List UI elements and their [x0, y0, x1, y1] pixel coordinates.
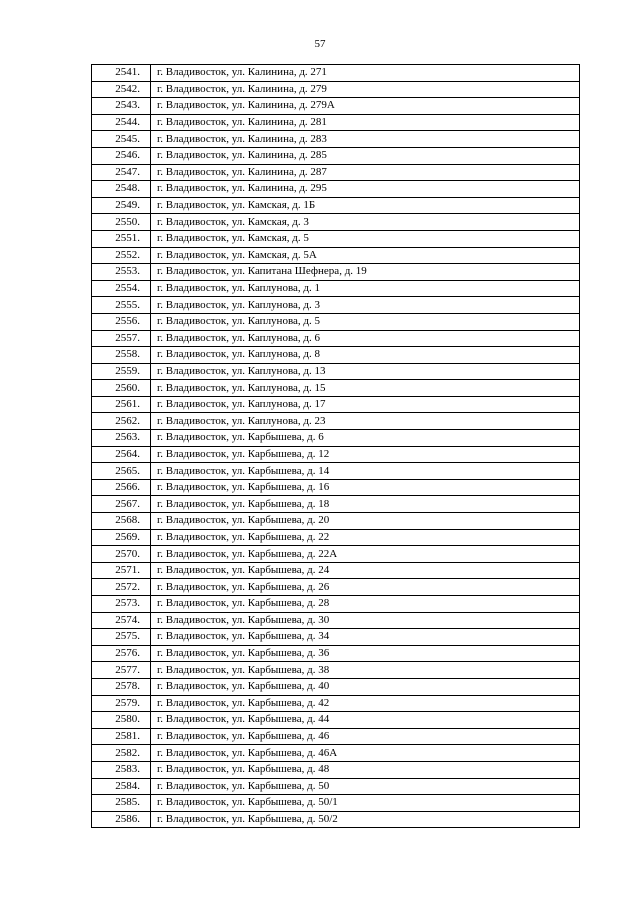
- table-row: [92, 214, 580, 231]
- row-address: г. Владивосток, ул. Калинина, д. 283: [151, 131, 580, 148]
- table-row: [92, 728, 580, 745]
- row-address: г. Владивосток, ул. Карбышева, д. 14: [151, 463, 580, 480]
- row-address: г. Владивосток, ул. Каплунова, д. 8: [151, 347, 580, 364]
- table-row: [92, 529, 580, 546]
- row-number: 2565.: [92, 463, 151, 480]
- table-row: [92, 629, 580, 646]
- row-address: г. Владивосток, ул. Калинина, д. 279А: [151, 98, 580, 115]
- table-row: [92, 65, 580, 82]
- row-number: 2585.: [92, 795, 151, 812]
- row-number: 2577.: [92, 662, 151, 679]
- row-address: г. Владивосток, ул. Калинина, д. 285: [151, 147, 580, 164]
- row-number: 2547.: [92, 164, 151, 181]
- row-address: г. Владивосток, ул. Каплунова, д. 3: [151, 297, 580, 314]
- row-address: г. Владивосток, ул. Карбышева, д. 34: [151, 629, 580, 646]
- row-number: 2566.: [92, 479, 151, 496]
- row-address: г. Владивосток, ул. Карбышева, д. 28: [151, 596, 580, 613]
- row-number: 2557.: [92, 330, 151, 347]
- row-number: 2549.: [92, 197, 151, 214]
- row-number: 2584.: [92, 778, 151, 795]
- table-row: [92, 147, 580, 164]
- table-row: [92, 479, 580, 496]
- table-row: [92, 463, 580, 480]
- row-number: 2583.: [92, 761, 151, 778]
- table-row: [92, 264, 580, 281]
- row-address: г. Владивосток, ул. Каплунова, д. 23: [151, 413, 580, 430]
- row-address: г. Владивосток, ул. Калинина, д. 281: [151, 114, 580, 131]
- address-table: [91, 64, 580, 828]
- row-number: 2558.: [92, 347, 151, 364]
- address-table-body: [92, 65, 580, 828]
- row-number: 2573.: [92, 596, 151, 613]
- table-row: [92, 98, 580, 115]
- row-address: г. Владивосток, ул. Карбышева, д. 46А: [151, 745, 580, 762]
- row-address: г. Владивосток, ул. Карбышева, д. 48: [151, 761, 580, 778]
- page-number: 57: [314, 38, 326, 50]
- table-row: [92, 662, 580, 679]
- row-number: 2554.: [92, 280, 151, 297]
- row-address: г. Владивосток, ул. Карбышева, д. 40: [151, 678, 580, 695]
- table-row: [92, 114, 580, 131]
- row-address: г. Владивосток, ул. Калинина, д. 279: [151, 81, 580, 98]
- row-address: г. Владивосток, ул. Карбышева, д. 16: [151, 479, 580, 496]
- table-row: [92, 380, 580, 397]
- table-row: [92, 330, 580, 347]
- row-address: г. Владивосток, ул. Каплунова, д. 1: [151, 280, 580, 297]
- table-row: [92, 363, 580, 380]
- row-address: г. Владивосток, ул. Карбышева, д. 18: [151, 496, 580, 513]
- row-number: 2570.: [92, 546, 151, 563]
- row-address: г. Владивосток, ул. Капитана Шефнера, д. 19: [151, 264, 580, 281]
- table-row: [92, 612, 580, 629]
- row-address: г. Владивосток, ул. Карбышева, д. 50/2: [151, 811, 580, 828]
- table-row: [92, 712, 580, 729]
- row-number: 2553.: [92, 264, 151, 281]
- row-address: г. Владивосток, ул. Карбышева, д. 44: [151, 712, 580, 729]
- row-number: 2548.: [92, 181, 151, 198]
- row-number: 2582.: [92, 745, 151, 762]
- row-address: г. Владивосток, ул. Карбышева, д. 30: [151, 612, 580, 629]
- table-row: [92, 645, 580, 662]
- row-number: 2543.: [92, 98, 151, 115]
- row-number: 2544.: [92, 114, 151, 131]
- table-row: [92, 413, 580, 430]
- row-number: 2541.: [92, 65, 151, 82]
- row-number: 2567.: [92, 496, 151, 513]
- row-number: 2561.: [92, 396, 151, 413]
- table-row: [92, 197, 580, 214]
- table-row: [92, 230, 580, 247]
- row-number: 2575.: [92, 629, 151, 646]
- table-row: [92, 778, 580, 795]
- table-row: [92, 811, 580, 828]
- row-number: 2562.: [92, 413, 151, 430]
- table-row: [92, 546, 580, 563]
- table-row: [92, 579, 580, 596]
- row-number: 2564.: [92, 446, 151, 463]
- row-address: г. Владивосток, ул. Камская, д. 5А: [151, 247, 580, 264]
- row-address: г. Владивосток, ул. Карбышева, д. 46: [151, 728, 580, 745]
- table-row: [92, 396, 580, 413]
- row-address: г. Владивосток, ул. Карбышева, д. 38: [151, 662, 580, 679]
- table-row: [92, 131, 580, 148]
- row-number: 2545.: [92, 131, 151, 148]
- row-address: г. Владивосток, ул. Карбышева, д. 50: [151, 778, 580, 795]
- table-row: [92, 745, 580, 762]
- row-number: 2574.: [92, 612, 151, 629]
- table-row: [92, 297, 580, 314]
- row-address: г. Владивосток, ул. Каплунова, д. 13: [151, 363, 580, 380]
- row-address: г. Владивосток, ул. Карбышева, д. 6: [151, 430, 580, 447]
- table-row: [92, 562, 580, 579]
- row-address: г. Владивосток, ул. Каплунова, д. 6: [151, 330, 580, 347]
- table-row: [92, 164, 580, 181]
- row-number: 2586.: [92, 811, 151, 828]
- table-row: [92, 596, 580, 613]
- row-number: 2555.: [92, 297, 151, 314]
- row-address: г. Владивосток, ул. Камская, д. 1Б: [151, 197, 580, 214]
- row-number: 2572.: [92, 579, 151, 596]
- row-address: г. Владивосток, ул. Карбышева, д. 42: [151, 695, 580, 712]
- row-address: г. Владивосток, ул. Карбышева, д. 24: [151, 562, 580, 579]
- row-number: 2551.: [92, 230, 151, 247]
- table-row: [92, 513, 580, 530]
- row-address: г. Владивосток, ул. Камская, д. 5: [151, 230, 580, 247]
- row-address: г. Владивосток, ул. Карбышева, д. 20: [151, 513, 580, 530]
- row-address: г. Владивосток, ул. Карбышева, д. 50/1: [151, 795, 580, 812]
- table-row: [92, 280, 580, 297]
- row-number: 2581.: [92, 728, 151, 745]
- row-number: 2559.: [92, 363, 151, 380]
- row-number: 2550.: [92, 214, 151, 231]
- row-address: г. Владивосток, ул. Камская, д. 3: [151, 214, 580, 231]
- row-number: 2556.: [92, 313, 151, 330]
- table-row: [92, 181, 580, 198]
- table-row: [92, 446, 580, 463]
- row-number: 2578.: [92, 678, 151, 695]
- table-row: [92, 496, 580, 513]
- row-address: г. Владивосток, ул. Калинина, д. 271: [151, 65, 580, 82]
- row-address: г. Владивосток, ул. Каплунова, д. 17: [151, 396, 580, 413]
- row-number: 2563.: [92, 430, 151, 447]
- row-address: г. Владивосток, ул. Каплунова, д. 5: [151, 313, 580, 330]
- row-number: 2576.: [92, 645, 151, 662]
- table-row: [92, 313, 580, 330]
- row-number: 2580.: [92, 712, 151, 729]
- row-address: г. Владивосток, ул. Карбышева, д. 26: [151, 579, 580, 596]
- row-number: 2552.: [92, 247, 151, 264]
- table-row: [92, 81, 580, 98]
- table-row: [92, 347, 580, 364]
- row-address: г. Владивосток, ул. Карбышева, д. 36: [151, 645, 580, 662]
- table-row: [92, 695, 580, 712]
- row-address: г. Владивосток, ул. Каплунова, д. 15: [151, 380, 580, 397]
- row-number: 2546.: [92, 147, 151, 164]
- table-row: [92, 761, 580, 778]
- row-number: 2568.: [92, 513, 151, 530]
- table-row: [92, 247, 580, 264]
- row-number: 2579.: [92, 695, 151, 712]
- table-row: [92, 430, 580, 447]
- row-address: г. Владивосток, ул. Карбышева, д. 22: [151, 529, 580, 546]
- row-number: 2560.: [92, 380, 151, 397]
- table-row: [92, 795, 580, 812]
- row-number: 2571.: [92, 562, 151, 579]
- row-number: 2569.: [92, 529, 151, 546]
- row-number: 2542.: [92, 81, 151, 98]
- row-address: г. Владивосток, ул. Карбышева, д. 22А: [151, 546, 580, 563]
- row-address: г. Владивосток, ул. Карбышева, д. 12: [151, 446, 580, 463]
- row-address: г. Владивосток, ул. Калинина, д. 287: [151, 164, 580, 181]
- row-address: г. Владивосток, ул. Калинина, д. 295: [151, 181, 580, 198]
- table-row: [92, 678, 580, 695]
